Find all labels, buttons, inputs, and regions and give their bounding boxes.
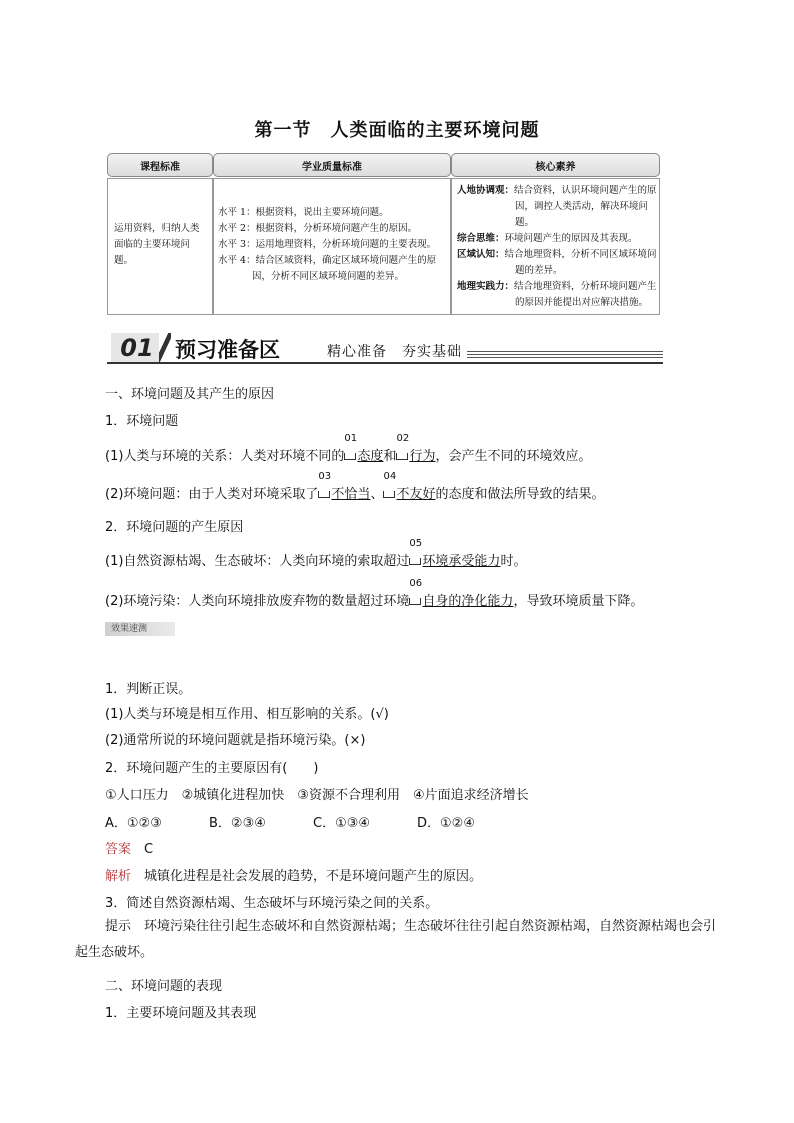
para-depletion: (1)自然资源枯竭、生态破坏：人类向环境的索取超过 05 环境承受能力时。: [105, 538, 527, 569]
option-d: D．①②④: [417, 816, 475, 831]
level-3: 水平 3：运用地理资料，分析环境问题的主要表现。: [218, 239, 437, 250]
blank-05: 05 环境承受能力: [409, 538, 501, 569]
competency-1: 人地协调观：结合资料，认识环境问题产生的原因，调控人类活动，解决环境问题。: [457, 185, 657, 228]
quick-test-tag: 效果速测: [105, 622, 175, 636]
course-standard-cell: [107, 178, 213, 315]
option-b: B．②③④: [209, 816, 266, 831]
quiz-analysis: 解析 城镇化进程是社会发展的趋势，不是环境问题产生的原因。: [105, 869, 483, 884]
level-4: 水平 4：结合区域资料，确定区域环境问题产生的原因，分析不同区域环境问题的差异。: [218, 255, 437, 282]
page-title: 第一节 人类面临的主要环境问题: [254, 120, 540, 141]
level-2: 水平 2：根据资料，分析环境问题产生的原因。: [218, 223, 418, 234]
quiz-q1b: (2)通常所说的环境问题就是指环境污染。(×): [105, 733, 366, 748]
para-relation: (1)人类与环境的关系：人类对环境不同的 01 态度和 02 行为，会产生不同的环境效应。: [105, 433, 592, 464]
standards-table: [107, 153, 660, 315]
core-competency-cell: [451, 178, 660, 315]
heading-1: 一、环境问题及其产生的原因: [105, 387, 275, 402]
quiz-answer: 答案 C: [105, 842, 154, 857]
section-title: 预习准备区: [175, 337, 280, 362]
para-env-problem: (2)环境问题：由于人类对环境采取了 03 不恰当、 04 不友好的态度和做法所导致的结果。: [105, 471, 605, 502]
blank-02: 02 行为: [396, 433, 436, 464]
competency-2: 综合思维：环境问题产生的原因及其表现。: [457, 233, 638, 244]
quiz-q1a: (1)人类与环境是相互作用、相互影响的关系。(√): [105, 707, 389, 722]
blank-01: 01 态度: [344, 433, 384, 464]
quiz-options: [105, 812, 475, 831]
header-core-competency: 核心素养: [451, 153, 660, 177]
banner-baseline: [107, 362, 663, 364]
blank-03: 03 不恰当: [318, 471, 371, 502]
banner-slash-decoration: [159, 333, 171, 363]
course-standard-text: 运用资料，归纳人类面临的主要环境问题。: [114, 223, 200, 266]
option-c: C．①③④: [313, 816, 371, 831]
quiz-q2-items: ①人口压力 ②城镇化进程加快 ③资源不合理利用 ④片面追求经济增长: [105, 788, 529, 803]
subheading-1-1: 1．环境问题: [105, 414, 179, 429]
header-course-standard: 课程标准: [107, 153, 213, 177]
heading-2: 二、环境问题的表现: [105, 979, 223, 994]
level-1: 水平 1：根据资料，说出主要环境问题。: [218, 207, 389, 218]
section-subtitle: 精心准备 夯实基础: [327, 344, 462, 360]
subheading-2-1: 1．主要环境问题及其表现: [105, 1006, 257, 1021]
section-number: 01: [111, 333, 163, 363]
quiz-q3: 3．简述自然资源枯竭、生态破坏与环境污染之间的关系。: [105, 896, 439, 911]
competency-3: 区域认知：结合地理资料，分析不同区域环境问题的差异。: [457, 249, 657, 276]
quality-standard-cell: [213, 178, 451, 315]
competency-4: 地理实践力：结合地理资料，分析环境问题产生的原因并能提出对应解决措施。: [457, 281, 657, 308]
section-banner: [107, 333, 663, 363]
banner-lines-decoration: [467, 351, 663, 359]
subheading-1-2: 2．环境问题的产生原因: [105, 520, 244, 535]
header-quality-standard: 学业质量标准: [213, 153, 451, 177]
blank-06: 06 自身的净化能力: [409, 578, 514, 609]
quiz-hint: 提示 环境污染往往引起生态破坏和自然资源枯竭；生态破坏往往引起自然资源枯竭，自然资源枯竭也会引起生态破坏。: [75, 919, 717, 960]
quiz-q1: 1．判断正误。: [105, 682, 192, 697]
quiz-q2: 2．环境问题产生的主要原因有( ): [105, 761, 319, 776]
option-a: A．①②③: [105, 816, 162, 831]
para-pollution: (2)环境污染：人类向环境排放废弃物的数量超过环境 06 自身的净化能力，导致环境质量下降。: [105, 578, 644, 609]
blank-04: 04 不友好: [383, 471, 436, 502]
